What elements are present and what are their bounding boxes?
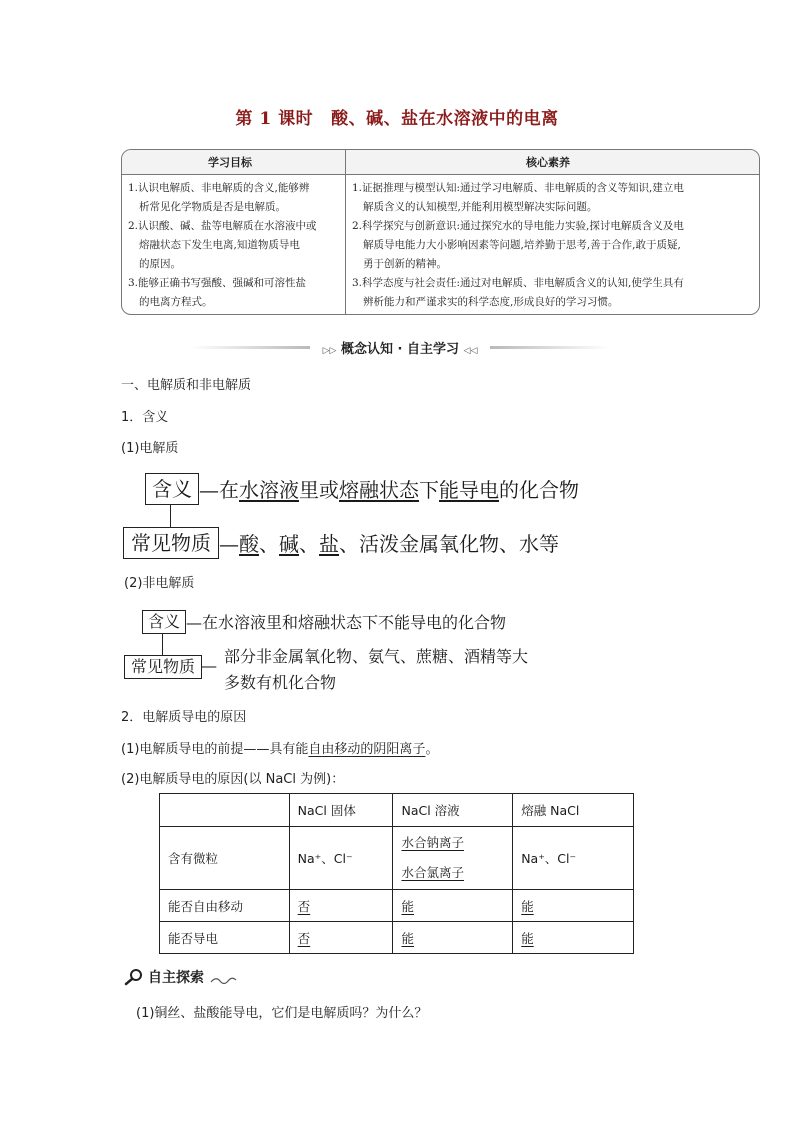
banner-line-right <box>490 346 610 349</box>
def-text: 的化合物 <box>499 478 579 502</box>
title-lesson: 第 1 课时 <box>235 109 314 129</box>
banner-title <box>310 338 490 357</box>
table-row <box>160 890 634 922</box>
def-text: 里或 <box>299 478 339 502</box>
objectives-header <box>122 150 759 175</box>
diagram2-meaning-box <box>142 610 186 634</box>
def-key-aqueous: 水溶液 <box>239 478 299 502</box>
learning-goals-text <box>128 179 342 312</box>
diagram2-dash: — <box>201 656 217 675</box>
ex-text: 、 <box>259 532 279 556</box>
goal-line: 的原因。 <box>139 258 181 270</box>
condition-1-text: (1)电解质导电的前提——具有能 <box>121 742 309 757</box>
subsection-conduction: 2．电解质导电的原因 <box>121 710 247 725</box>
goal-line: 的电离方程式。 <box>139 296 213 308</box>
ex-text: 、 <box>299 532 319 556</box>
goal-line: 熔融状态下发生电离,知道物质导电 <box>139 239 300 251</box>
goal-line: 1.认识电解质、非电解质的含义,能够辨 <box>128 182 310 194</box>
cell-solution <box>393 827 513 890</box>
explore-heading <box>124 966 244 988</box>
answer: 能 <box>401 898 414 914</box>
ex-base: 碱 <box>279 532 299 556</box>
ex-text: 、活泼金属氧化物、水等 <box>339 532 559 556</box>
header-learning-goals: 学习目标 <box>208 156 252 169</box>
diagram1-connector <box>170 504 171 527</box>
diagram2-connector <box>162 633 163 655</box>
table-header-cell <box>160 794 290 827</box>
cell-molten: Na⁺、Cl⁻ <box>513 827 634 890</box>
banner-line-left <box>190 346 310 349</box>
table-header-row <box>160 794 634 827</box>
cell-solid: Na⁺、Cl⁻ <box>289 827 393 890</box>
diagram2-meaning-label: 含义 <box>147 612 180 631</box>
ex-salt: 盐 <box>319 532 339 556</box>
item-electrolyte: (1)电解质 <box>121 441 179 456</box>
banner-arrow-right-icon: ▷▷ <box>322 346 337 356</box>
header-core-literacy: 核心素养 <box>526 156 570 169</box>
row-label: 能否自由移动 <box>160 890 290 922</box>
diagram1-definition <box>199 474 579 503</box>
condition-2: (2)电解质导电的原因(以 NaCl 为例)： <box>121 772 345 787</box>
answer: 能 <box>401 930 414 946</box>
diagram2-substances-box <box>124 655 202 679</box>
condition-1-end: 。 <box>425 742 439 757</box>
solution-particle: 水合钠离子 <box>401 835 464 850</box>
table-row <box>160 827 634 890</box>
page-title <box>0 104 794 129</box>
ex-text: — <box>219 532 239 556</box>
cell-solid <box>289 922 393 954</box>
diagram2-examples-line1: 部分非金属氧化物、氨气、蔗糖、酒精等大 <box>224 647 529 666</box>
diagram2-examples-line2: 多数有机化合物 <box>224 673 337 692</box>
section-banner <box>190 336 610 358</box>
item-nonelectrolyte: (2)非电解质 <box>124 576 195 591</box>
diagram1-meaning-box <box>145 473 199 505</box>
def-key-molten: 熔融状态 <box>339 478 419 502</box>
section-heading: 一、电解质和非电解质 <box>121 378 252 393</box>
literacy-line: 辨析能力和严谨求实的科学态度,形成良好的学习习惯。 <box>363 296 619 308</box>
table-header-cell: NaCl 溶液 <box>393 794 513 827</box>
literacy-line: 3.科学态度与社会责任:通过对电解质、非电解质含义的认知,使学生具有 <box>352 277 684 289</box>
ex-acid: 酸 <box>239 532 259 556</box>
table-header-cell: NaCl 固体 <box>289 794 393 827</box>
cell-molten <box>513 922 634 954</box>
row-label: 能否导电 <box>160 922 290 954</box>
def-text: —在 <box>199 478 239 502</box>
diagram2-definition: —在水溶液里和熔融状态下不能导电的化合物 <box>186 613 507 632</box>
solution-particle: 水合氯离子 <box>401 865 464 880</box>
diagram1-substances-box <box>123 527 219 559</box>
title-topic: 酸、碱、盐在水溶液中的电离 <box>331 109 559 129</box>
diagram2-substances-label: 常见物质 <box>130 657 195 676</box>
diagram1-substances-label: 常见物质 <box>131 531 211 555</box>
literacy-line: 解质导电能力大小影响因素等问题,培养勤于思考,善于合作,敢于质疑, <box>363 239 681 251</box>
table-row <box>160 922 634 954</box>
banner-text: 概念认知 · 自主学习 <box>341 342 459 357</box>
core-literacy-text <box>352 179 752 312</box>
cell-solution <box>393 922 513 954</box>
condition-1 <box>121 738 438 757</box>
diagram1-examples <box>219 528 559 557</box>
goal-line: 2.认识酸、碱、盐等电解质在水溶液中或 <box>128 220 317 232</box>
objectives-table <box>121 149 760 315</box>
explore-label: 自主探索 <box>148 970 204 986</box>
def-key-conduct: 能导电 <box>439 478 499 502</box>
diagram1-meaning-label: 含义 <box>152 477 192 501</box>
def-text: 下 <box>419 478 439 502</box>
banner-arrow-left-icon: ◁◁ <box>463 346 478 356</box>
magnifier-icon <box>124 968 146 986</box>
answer: 能 <box>521 930 534 946</box>
cell-solution <box>393 890 513 922</box>
answer: 否 <box>297 898 311 914</box>
table-header-cell: 熔融 NaCl <box>513 794 634 827</box>
literacy-line: 1.证据推理与模型认知:通过学习电解质、非电解质的含义等知识,建立电 <box>352 182 684 194</box>
row-label: 含有微粒 <box>160 827 290 890</box>
condition-1-answer: 自由移动的阴阳离子 <box>308 742 426 757</box>
subsection-meaning: 1．含义 <box>121 410 169 425</box>
literacy-line: 勇于创新的精神。 <box>363 258 447 270</box>
goal-line: 析常见化学物质是否是电解质。 <box>139 201 286 213</box>
goal-line: 3.能够正确书写强酸、强碱和可溶性盐 <box>128 277 307 289</box>
nacl-table <box>159 793 634 954</box>
objectives-divider <box>345 150 346 314</box>
literacy-line: 解质含义的认知模型,并能利用模型解决实际问题。 <box>363 201 598 213</box>
literacy-line: 2.科学探究与创新意识:通过探究水的导电能力实验,探讨电解质含义及电 <box>352 220 684 232</box>
cell-molten <box>513 890 634 922</box>
question-1: (1)铜丝、盐酸能导电，它们是电解质吗？为什么？ <box>136 1006 428 1021</box>
explore-swirl-icon <box>210 976 240 986</box>
cell-solid <box>289 890 393 922</box>
answer: 否 <box>297 930 311 946</box>
answer: 能 <box>521 898 534 914</box>
